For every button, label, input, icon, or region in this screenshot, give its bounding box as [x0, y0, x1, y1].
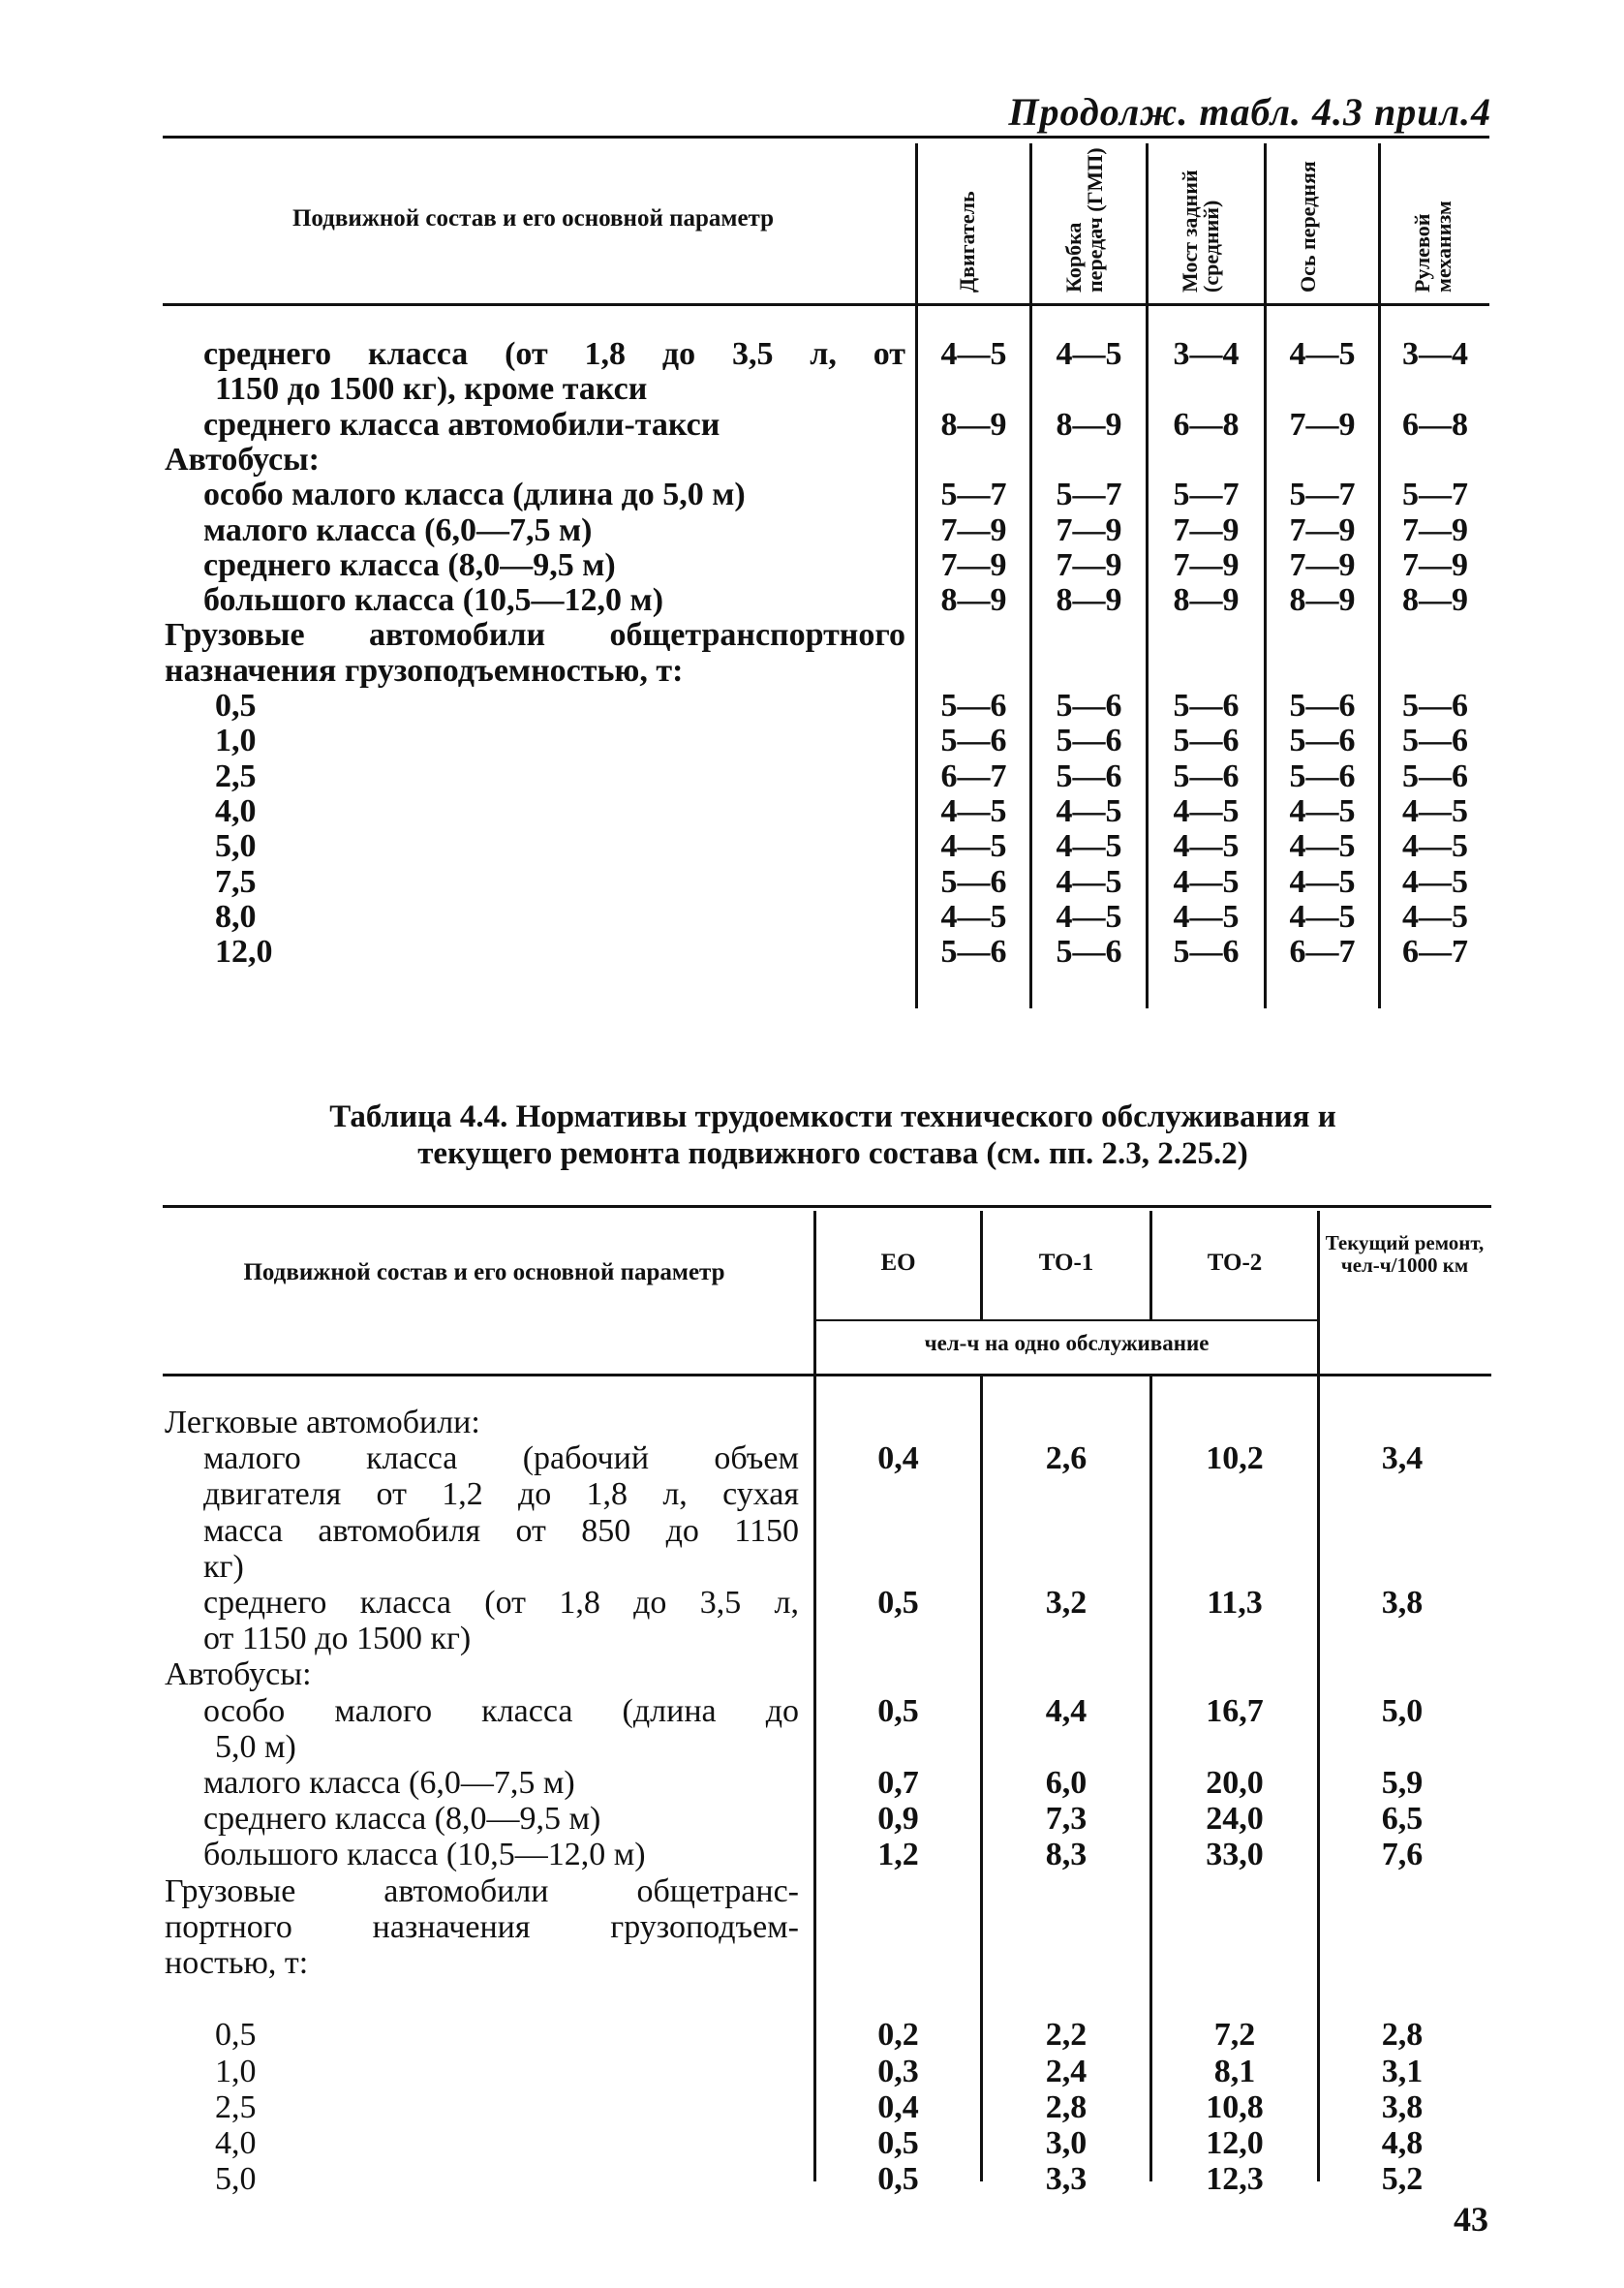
table-cell: 5—6 — [1056, 934, 1122, 970]
table-cell: 0,5 — [877, 2161, 919, 2197]
row-label: 5,0 — [215, 828, 257, 864]
table-cell: 5—6 — [940, 864, 1007, 900]
table-cell: 8—9 — [1056, 582, 1122, 618]
table-cell: 5—6 — [1289, 758, 1356, 794]
col-header-gearbox: Корбка передач (ГМП) — [1061, 147, 1107, 293]
row-label: назначения грузоподъемностью, т: — [165, 653, 684, 689]
table-cell: 7—9 — [1289, 407, 1356, 443]
row-label: ностью, т: — [165, 1945, 309, 1981]
table-cell: 4—5 — [1289, 899, 1356, 935]
table-cell: 8—9 — [1289, 582, 1356, 618]
table-cell: 11,3 — [1207, 1585, 1263, 1621]
table-cell: 12,3 — [1206, 2161, 1264, 2197]
table-cell: 5—7 — [1289, 477, 1356, 512]
row-label: 0,5 — [215, 2017, 257, 2053]
table-cell: 6,5 — [1381, 1801, 1424, 1837]
table-cell: 8—9 — [1056, 407, 1122, 443]
row-label: малого класса (6,0—7,5 м) — [203, 512, 593, 548]
table-cell: 6—7 — [940, 758, 1007, 794]
table-cell: 8—9 — [940, 407, 1007, 443]
row-label: 1,0 — [215, 2054, 257, 2089]
col-header-repair: Текущий ремонт, чел-ч/1000 км — [1325, 1231, 1485, 1278]
table-cell: 5—7 — [1402, 477, 1468, 512]
col-header-to2: ТО-2 — [1207, 1250, 1263, 1276]
row-label: 4,0 — [215, 793, 257, 829]
table-cell: 0,5 — [877, 1585, 919, 1621]
header-bottom-rule — [163, 1374, 1491, 1376]
table-cell: 3—4 — [1402, 336, 1468, 372]
table-cell: 5—6 — [1173, 723, 1240, 758]
table-cell: 7—9 — [1173, 547, 1240, 583]
page-number: 43 — [1454, 2200, 1488, 2239]
header-label: Подвижной состав и его основной параметр — [243, 1259, 725, 1285]
table-cell: 5—6 — [1173, 934, 1240, 970]
table-cell: 4—5 — [1402, 793, 1468, 829]
table-top-rule — [163, 136, 1489, 139]
table-cell: 2,6 — [1045, 1440, 1088, 1476]
table-cell: 4—5 — [1173, 828, 1240, 864]
table-cell: 4—5 — [1289, 828, 1356, 864]
table-cell: 5—6 — [1402, 688, 1468, 724]
table-cell: 2,2 — [1045, 2017, 1088, 2053]
row-label: 2,5 — [215, 758, 257, 794]
table-cell: 0,3 — [877, 2054, 919, 2089]
header-bottom-rule — [163, 303, 1489, 306]
row-label: особо малого класса (длина до 5,0 м) — [203, 477, 746, 512]
table-cell: 5—6 — [940, 688, 1007, 724]
table-cell: 5—6 — [1289, 688, 1356, 724]
table-cell: 4—5 — [1056, 793, 1122, 829]
col-header-engine: Двигатель — [955, 191, 979, 293]
table-cell: 7—9 — [1056, 512, 1122, 548]
row-label: 12,0 — [215, 934, 273, 970]
row-label: 2,5 — [215, 2089, 257, 2125]
table-cell: 4—5 — [1056, 336, 1122, 372]
table-cell: 4—5 — [940, 828, 1007, 864]
table-cell: 5—6 — [1056, 723, 1122, 758]
table-cell: 0,9 — [877, 1801, 919, 1837]
table-cell: 6—8 — [1173, 407, 1240, 443]
table-cell: 3,8 — [1381, 2089, 1424, 2125]
header-label: Подвижной состав и его основной параметр — [291, 205, 775, 232]
row-label: 5,0 — [215, 2161, 257, 2197]
table-cell: 5—6 — [1056, 758, 1122, 794]
table-cell: 7—9 — [1173, 512, 1240, 548]
row-label: среднего класса автомобили-такси — [203, 407, 720, 443]
row-label: 8,0 — [215, 899, 257, 935]
table-cell: 20,0 — [1206, 1765, 1264, 1801]
subheader-units: чел-ч на одно обслуживание — [924, 1331, 1210, 1355]
table-cell: 5—6 — [1173, 758, 1240, 794]
table-cell: 6—7 — [1402, 934, 1468, 970]
table-cell: 5,0 — [1381, 1693, 1424, 1729]
row-label: Легковые автомобили: — [165, 1405, 480, 1440]
table-cell: 4—5 — [1402, 828, 1468, 864]
table-cell: 0,7 — [877, 1765, 919, 1801]
table-cell: 33,0 — [1206, 1837, 1264, 1872]
table-cell: 3,8 — [1381, 1585, 1424, 1621]
table-cell: 5—6 — [1289, 723, 1356, 758]
table-cell: 4,4 — [1045, 1693, 1088, 1729]
row-label: портного назначения грузоподъем- — [165, 1909, 799, 1945]
table-cell: 7—9 — [1289, 512, 1356, 548]
table-title-line2: текущего ремонта подвижного состава (см. пп. 2.3, 2.25.2) — [417, 1136, 1248, 1171]
col-header-to1: ТО-1 — [1038, 1250, 1094, 1276]
table-cell: 8,1 — [1213, 2054, 1256, 2089]
table-cell: 7—9 — [1402, 547, 1468, 583]
table-cell: 2,4 — [1045, 2054, 1088, 2089]
table-cell: 4—5 — [1289, 793, 1356, 829]
row-label: 5,0 м) — [215, 1729, 296, 1765]
row-label: масса автомобиля от 850 до 1150 — [203, 1513, 799, 1549]
table-cell: 6—8 — [1402, 407, 1468, 443]
table-cell: 7—9 — [1056, 547, 1122, 583]
table-cell: 10,8 — [1206, 2089, 1264, 2125]
col-header-eo: ЕО — [880, 1250, 916, 1276]
table-cell: 7—9 — [940, 547, 1007, 583]
table-cell: 16,7 — [1206, 1693, 1264, 1729]
row-label: 7,5 — [215, 864, 257, 900]
table-cell: 5—6 — [1402, 723, 1468, 758]
table-cell: 8—9 — [1173, 582, 1240, 618]
table-cell: 3,3 — [1045, 2161, 1088, 2197]
table-cell: 4—5 — [1289, 336, 1356, 372]
table-cell: 0,5 — [877, 2125, 919, 2161]
table-cell: 4—5 — [1056, 864, 1122, 900]
col-header-steering: Рулевой механизм — [1410, 201, 1455, 293]
table-cell: 4—5 — [940, 336, 1007, 372]
row-label: 1150 до 1500 кг), кроме такси — [215, 371, 648, 407]
row-label: большого класса (10,5—12,0 м) — [203, 582, 664, 618]
table-cell: 0,2 — [877, 2017, 919, 2053]
table-cell: 8—9 — [1402, 582, 1468, 618]
table-cell: 0,4 — [877, 1440, 919, 1476]
table-cell: 0,4 — [877, 2089, 919, 2125]
table-cell: 4—5 — [940, 899, 1007, 935]
row-label: Автобусы: — [165, 442, 320, 478]
table-cell: 4—5 — [1173, 899, 1240, 935]
table-cell: 5—7 — [940, 477, 1007, 512]
table-cell: 4—5 — [1173, 864, 1240, 900]
table-top-rule — [163, 1205, 1491, 1208]
table-cell: 5—6 — [940, 934, 1007, 970]
table-cell: 5—6 — [940, 723, 1007, 758]
col-header-front-axle: Ось передняя — [1296, 161, 1320, 293]
table-cell: 4—5 — [1173, 793, 1240, 829]
table-cell: 7—9 — [1289, 547, 1356, 583]
table-cell: 24,0 — [1206, 1801, 1264, 1837]
row-label: среднего класса (от 1,8 до 3,5 л, от — [203, 336, 905, 372]
row-label: Грузовые автомобили общетранс- — [165, 1873, 799, 1909]
table-cell: 5,2 — [1381, 2161, 1424, 2197]
table-cell: 5—6 — [1173, 688, 1240, 724]
row-label: 4,0 — [215, 2125, 257, 2161]
table-cell: 4,8 — [1381, 2125, 1424, 2161]
row-label: двигателя от 1,2 до 1,8 л, сухая — [203, 1476, 799, 1512]
table-cell: 4—5 — [1402, 864, 1468, 900]
row-label: кг) — [203, 1549, 244, 1585]
table-cell: 4—5 — [1289, 864, 1356, 900]
table-cell: 5—7 — [1056, 477, 1122, 512]
table-cell: 4—5 — [940, 793, 1007, 829]
row-label: среднего класса (от 1,8 до 3,5 л, — [203, 1585, 799, 1621]
table-cell: 3,2 — [1045, 1585, 1088, 1621]
col-header-rear-axle: Мост задний (средний) — [1178, 170, 1223, 293]
row-label: от 1150 до 1500 кг) — [203, 1621, 472, 1656]
table-cell: 5—6 — [1056, 688, 1122, 724]
table-cell: 4—5 — [1056, 899, 1122, 935]
table-cell: 3,4 — [1381, 1440, 1424, 1476]
table-cell: 8—9 — [940, 582, 1007, 618]
table-cell: 1,2 — [877, 1837, 919, 1872]
table-cell: 3,1 — [1381, 2054, 1424, 2089]
row-label: Автобусы: — [165, 1656, 312, 1692]
table-cell: 2,8 — [1045, 2089, 1088, 2125]
table-cell: 5,9 — [1381, 1765, 1424, 1801]
table-cell: 7,2 — [1213, 2017, 1256, 2053]
table-cell: 12,0 — [1206, 2125, 1264, 2161]
subheader-rule — [813, 1319, 1317, 1321]
table-cell: 5—7 — [1173, 477, 1240, 512]
row-label: 0,5 — [215, 688, 257, 724]
table-cell: 3,0 — [1045, 2125, 1088, 2161]
row-label: малого класса (рабочий объем — [203, 1440, 799, 1476]
table-cell: 6—7 — [1289, 934, 1356, 970]
table-cell: 4—5 — [1402, 899, 1468, 935]
table-cell: 10,2 — [1206, 1440, 1264, 1476]
row-label: Грузовые автомобили общетранспортного — [165, 617, 905, 653]
table-cell: 7,3 — [1045, 1801, 1088, 1837]
row-label: среднего класса (8,0—9,5 м) — [203, 1801, 601, 1837]
table-cell: 3—4 — [1173, 336, 1240, 372]
table-cell: 8,3 — [1045, 1837, 1088, 1872]
table-title-line1: Таблица 4.4. Нормативы трудоемкости технического обслуживания и — [329, 1099, 1336, 1134]
row-label: особо малого класса (длина до — [203, 1693, 799, 1729]
row-label: среднего класса (8,0—9,5 м) — [203, 547, 616, 583]
table-cell: 7—9 — [1402, 512, 1468, 548]
table-cell: 7,6 — [1381, 1837, 1424, 1872]
row-label: малого класса (6,0—7,5 м) — [203, 1765, 575, 1801]
table-cell: 2,8 — [1381, 2017, 1424, 2053]
table-cell: 6,0 — [1045, 1765, 1088, 1801]
table-cell: 7—9 — [940, 512, 1007, 548]
row-label: большого класса (10,5—12,0 м) — [203, 1837, 646, 1872]
table-cell: 0,5 — [877, 1693, 919, 1729]
continuation-title: Продолж. табл. 4.3 прил.4 — [1008, 90, 1491, 134]
row-label: 1,0 — [215, 723, 257, 758]
table-cell: 4—5 — [1056, 828, 1122, 864]
table-cell: 5—6 — [1402, 758, 1468, 794]
